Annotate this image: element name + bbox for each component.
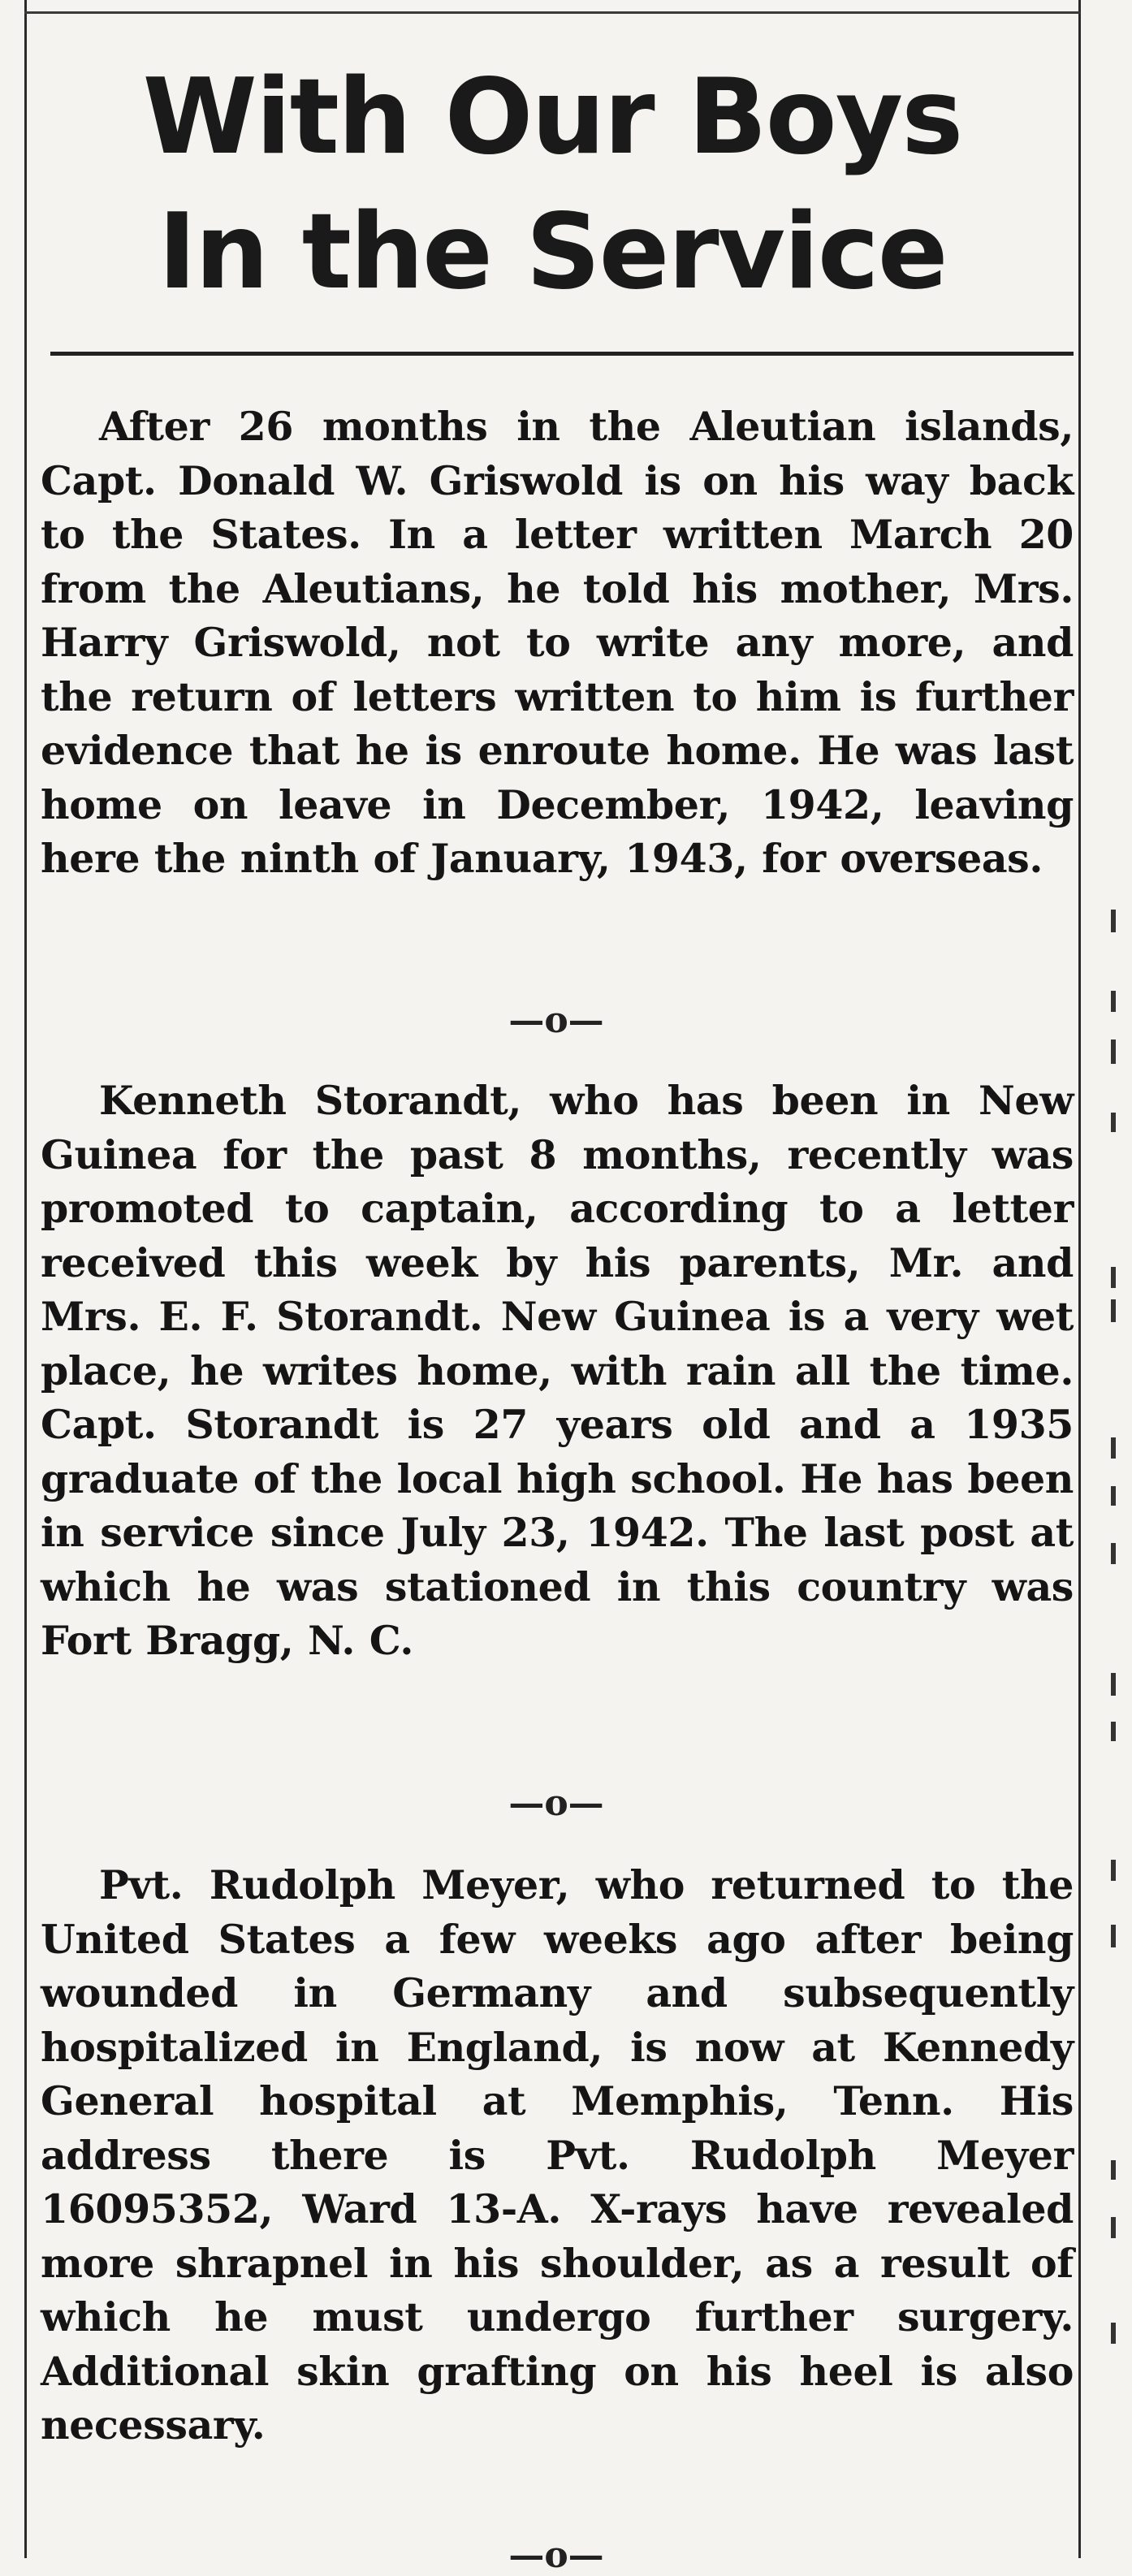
- gutter-mark: [1111, 1437, 1116, 1459]
- gutter-mark: [1111, 2160, 1116, 2180]
- article-griswold: After 26 months in the Aleutian islands, Capt. Donald W. Griswold is on his way back to the States. In a letter written March 20 from the Aleutians, he told his mother, Mrs. Harry Griswold, not to write any more, and the return of letters written to him is further evidence that he is enroute home. He was last home on leave in December, 1942, leaving here the ninth of January, 1943, for overseas.: [41, 403, 1074, 882]
- gutter-mark: [1111, 910, 1116, 932]
- gutter-mark: [1111, 1039, 1116, 1064]
- gutter-mark: [1111, 1113, 1116, 1132]
- gutter-mark: [1111, 1486, 1116, 1506]
- article-meyer: Pvt. Rudolph Meyer, who returned to the United States a few weeks ago after being wounded in Germany and subsequently hospitalized in England, is now at Kennedy General hospital at Memphis, Tenn. His address there is Pvt. Rudolph Meyer 16095352, Ward 13-A. X-rays have revealed more shrapnel in his shoulder, as a result of which he must undergo further surgery. Additional skin grafting on his heel is also necessary.: [41, 1861, 1074, 2448]
- column-rule-right: [1078, 0, 1081, 2558]
- gutter-mark: [1111, 1299, 1116, 1322]
- gutter-mark: [1111, 1673, 1116, 1696]
- article-separator: —o—: [508, 2535, 604, 2576]
- headline-rule: [50, 352, 1074, 356]
- headline-line-2: In the Service: [158, 192, 947, 313]
- headline: [32, 50, 1072, 320]
- gutter-mark: [1111, 991, 1116, 1012]
- article-storandt: Kenneth Storandt, who has been in New Guinea for the past 8 months, recently was promoted to captain, according to a letter received this week by his parents, Mr. and Mrs. E. F. Storandt. New Guinea is a very wet place, he writes home, with rain all the time. Capt. Storandt is 27 years old and a 1935 graduate of the local high school. He has been in service since July 23, 1942. The last post at which he was stationed in this country was Fort Bragg, N. C.: [41, 1077, 1074, 1664]
- article-separator: —o—: [508, 1783, 604, 1824]
- column-rule-left: [24, 0, 27, 2558]
- gutter-mark: [1111, 1925, 1116, 1947]
- headline-line-1: With Our Boys: [142, 57, 962, 178]
- gutter-mark: [1111, 2323, 1116, 2344]
- article-separator: —o—: [508, 1000, 604, 1041]
- gutter-mark: [1111, 1860, 1116, 1881]
- gutter-mark: [1111, 2217, 1116, 2238]
- column-rule-top: [24, 11, 1080, 14]
- gutter-mark: [1111, 1543, 1116, 1564]
- gutter-mark: [1111, 1267, 1116, 1288]
- gutter-mark: [1111, 1722, 1116, 1741]
